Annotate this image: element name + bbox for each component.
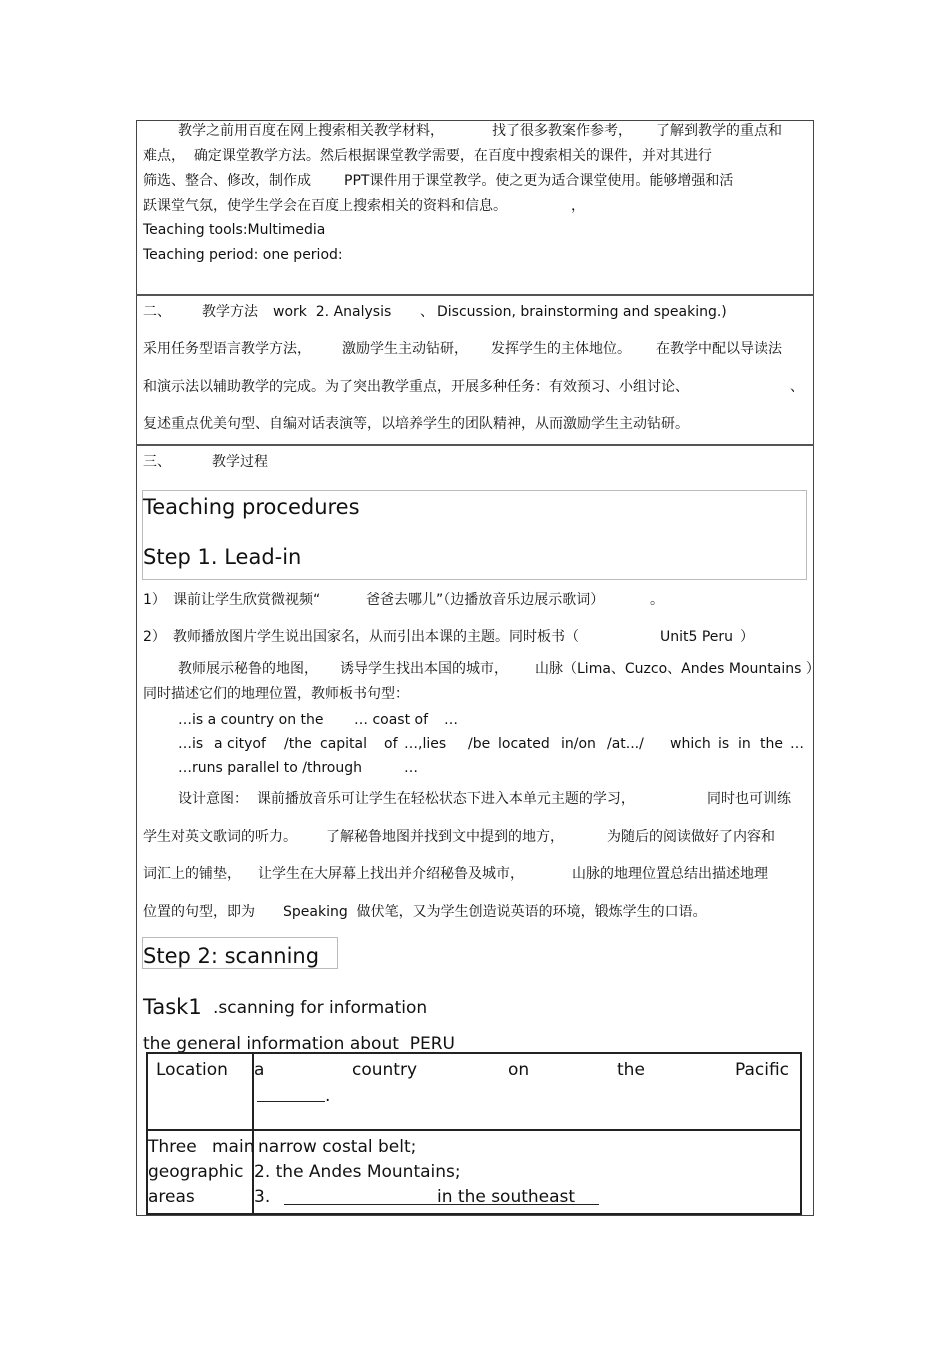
sentence-pattern: /at.../ [607,736,644,752]
text-line: 采用任务型语言教学方法， [143,341,311,357]
item-text: Unit5 Peru [660,629,734,645]
sentence-pattern: the [760,736,783,752]
cell-line: 3. [254,1187,271,1207]
sentence-pattern: is [718,736,730,752]
text-line: 找了很多教案作参考， [492,123,632,139]
divider-2 [136,444,814,446]
item-text: ） [740,629,754,645]
text-line: 山脉的地理位置总结出描述地理 [572,866,768,882]
text-line: 激励学生主动钻研， [342,341,468,357]
text-line: PPT课件用于课堂教学。使之更为适合课堂使用。能够增强和活 [344,173,734,189]
text-line: 位置的句型，即为 [143,904,255,920]
sentence-pattern: … [444,712,458,728]
sentence-pattern: … [404,760,418,776]
text-line: 学生对英文歌词的听力。 [143,829,297,845]
sentence-pattern: in/on [561,736,596,752]
sentence-pattern: located [498,736,550,752]
sentence-pattern: …,lies [404,736,447,752]
text-line: 跃课堂气氛，使学生学会在百度上搜索相关的资料和信息。 [143,198,507,214]
row-label-part: geographic [148,1162,244,1182]
table-line [800,1052,802,1215]
cell-line: 2. the Andes Mountains; [254,1162,461,1182]
heading-step2: Step 2: scanning [143,944,320,968]
row-label-part: main [212,1137,255,1157]
heading-teaching-procedures: Teaching procedures [143,495,360,519]
design-intent: 设计意图： 课前播放音乐可让学生在轻松状态下进入本单元主题的学习， [178,791,635,807]
sentence-pattern: which [670,736,711,752]
separator: 、 [420,304,434,320]
section-number: 二、 [143,304,171,320]
task1-text: .scanning for information [213,998,428,1018]
divider-1 [136,294,814,296]
text-line: 山脉（Lima、Cuzco、Andes Mountains ） [535,661,820,677]
text-line: 了解到教学的重点和 [656,123,782,139]
general-info-caption: the general information about PERU [143,1034,455,1054]
sentence-pattern: …runs parallel to /through [178,760,363,776]
text-line: 筛选、整合、修改，制作成 [143,173,311,189]
text-line: Speaking 做伏笔，又为学生创造说英语的环境，锻炼学生的口语。 [283,904,707,920]
cell-word: Pacific [735,1060,790,1080]
blank-line [257,1101,325,1102]
teaching-period: Teaching period: one period: [143,247,343,263]
sentence-pattern: … coast of [354,712,429,728]
table-line [146,1213,802,1215]
cell-word: on [508,1060,530,1080]
item-text: 爸爸去哪儿”（边播放音乐边展示歌词） [366,592,605,608]
text-line: 复述重点优美句型、自编对话表演等，以培养学生的团队精神，从而激励学生主动钻研。 [143,416,689,432]
row-label-part: areas [148,1187,195,1207]
cell-word: a [254,1060,265,1080]
item-text: 。 [650,592,664,608]
text-line: 在教学中配以导读法 [656,341,782,357]
task1-label: Task1 [143,995,202,1019]
text-line: 发挥学生的主体地位。 [491,341,631,357]
item-number: 1） [143,592,166,608]
text-line: 为随后的阅读做好了内容和 [607,829,775,845]
cell-word: country [352,1060,418,1080]
cell-word: the [617,1060,645,1080]
sentence-pattern: … [790,736,804,752]
table-line [146,1052,802,1054]
sentence-pattern: /the [284,736,312,752]
table-line [146,1129,802,1131]
cell-line: narrow costal belt; [258,1137,417,1157]
heading-step1: Step 1. Lead-in [143,545,302,569]
item-number: 2） [143,629,166,645]
cell-word: . [325,1086,331,1106]
sentence-pattern: a cityof [214,736,266,752]
text-line: 和演示法以辅助教学的完成。为了突出教学重点，开展多种任务：有效预习、小组讨论、 [143,379,689,395]
sentence-pattern: capital [320,736,368,752]
item-text: 教师播放图片学生说出国家名，从而引出本课的主题。同时板书（ [173,629,579,645]
row-label-location: Location [156,1060,228,1080]
text-line: 、 [790,379,804,395]
text-line: 教学之前用百度在网上搜索相关教学材料， [178,123,444,139]
sentence-pattern: …is a country on the [178,712,324,728]
sentence-pattern: in [738,736,751,752]
text-line: 了解秘鲁地图并找到文中提到的地方， [326,829,564,845]
section-number: 三、 [143,454,171,470]
text-line: 诱导学生找出本国的城市， [340,661,508,677]
sentence-pattern: …is [178,736,204,752]
text-line: ， [571,198,585,214]
text-line: 难点， 确定课堂教学方法。然后根据课堂教学需要，在百度中搜索相关的课件，并对其进行 [143,148,712,164]
text-line: 让学生在大屏幕上找出并介绍秘鲁及城市， [258,866,524,882]
text-line: 同时描述它们的地理位置，教师板书句型： [143,686,409,702]
sentence-pattern: of [384,736,398,752]
methods-text: Discussion, brainstorming and speaking.) [437,304,727,320]
row-label-part: Three [148,1137,197,1157]
text-line: 词汇上的铺垫， [143,866,241,882]
item-text: 课前让学生欣赏微视频“ [173,592,321,608]
teaching-tools: Teaching tools:Multimedia [143,222,326,238]
cell-line: in the southeast [437,1187,576,1207]
methods-text: work 2. Analysis [273,304,392,320]
section-title: 教学方法 [202,304,258,320]
text-line: 教师展示秘鲁的地图， [178,661,318,677]
design-intent: 同时也可训练 [707,791,791,807]
section-title: 教学过程 [212,454,268,470]
sentence-pattern: /be [468,736,491,752]
